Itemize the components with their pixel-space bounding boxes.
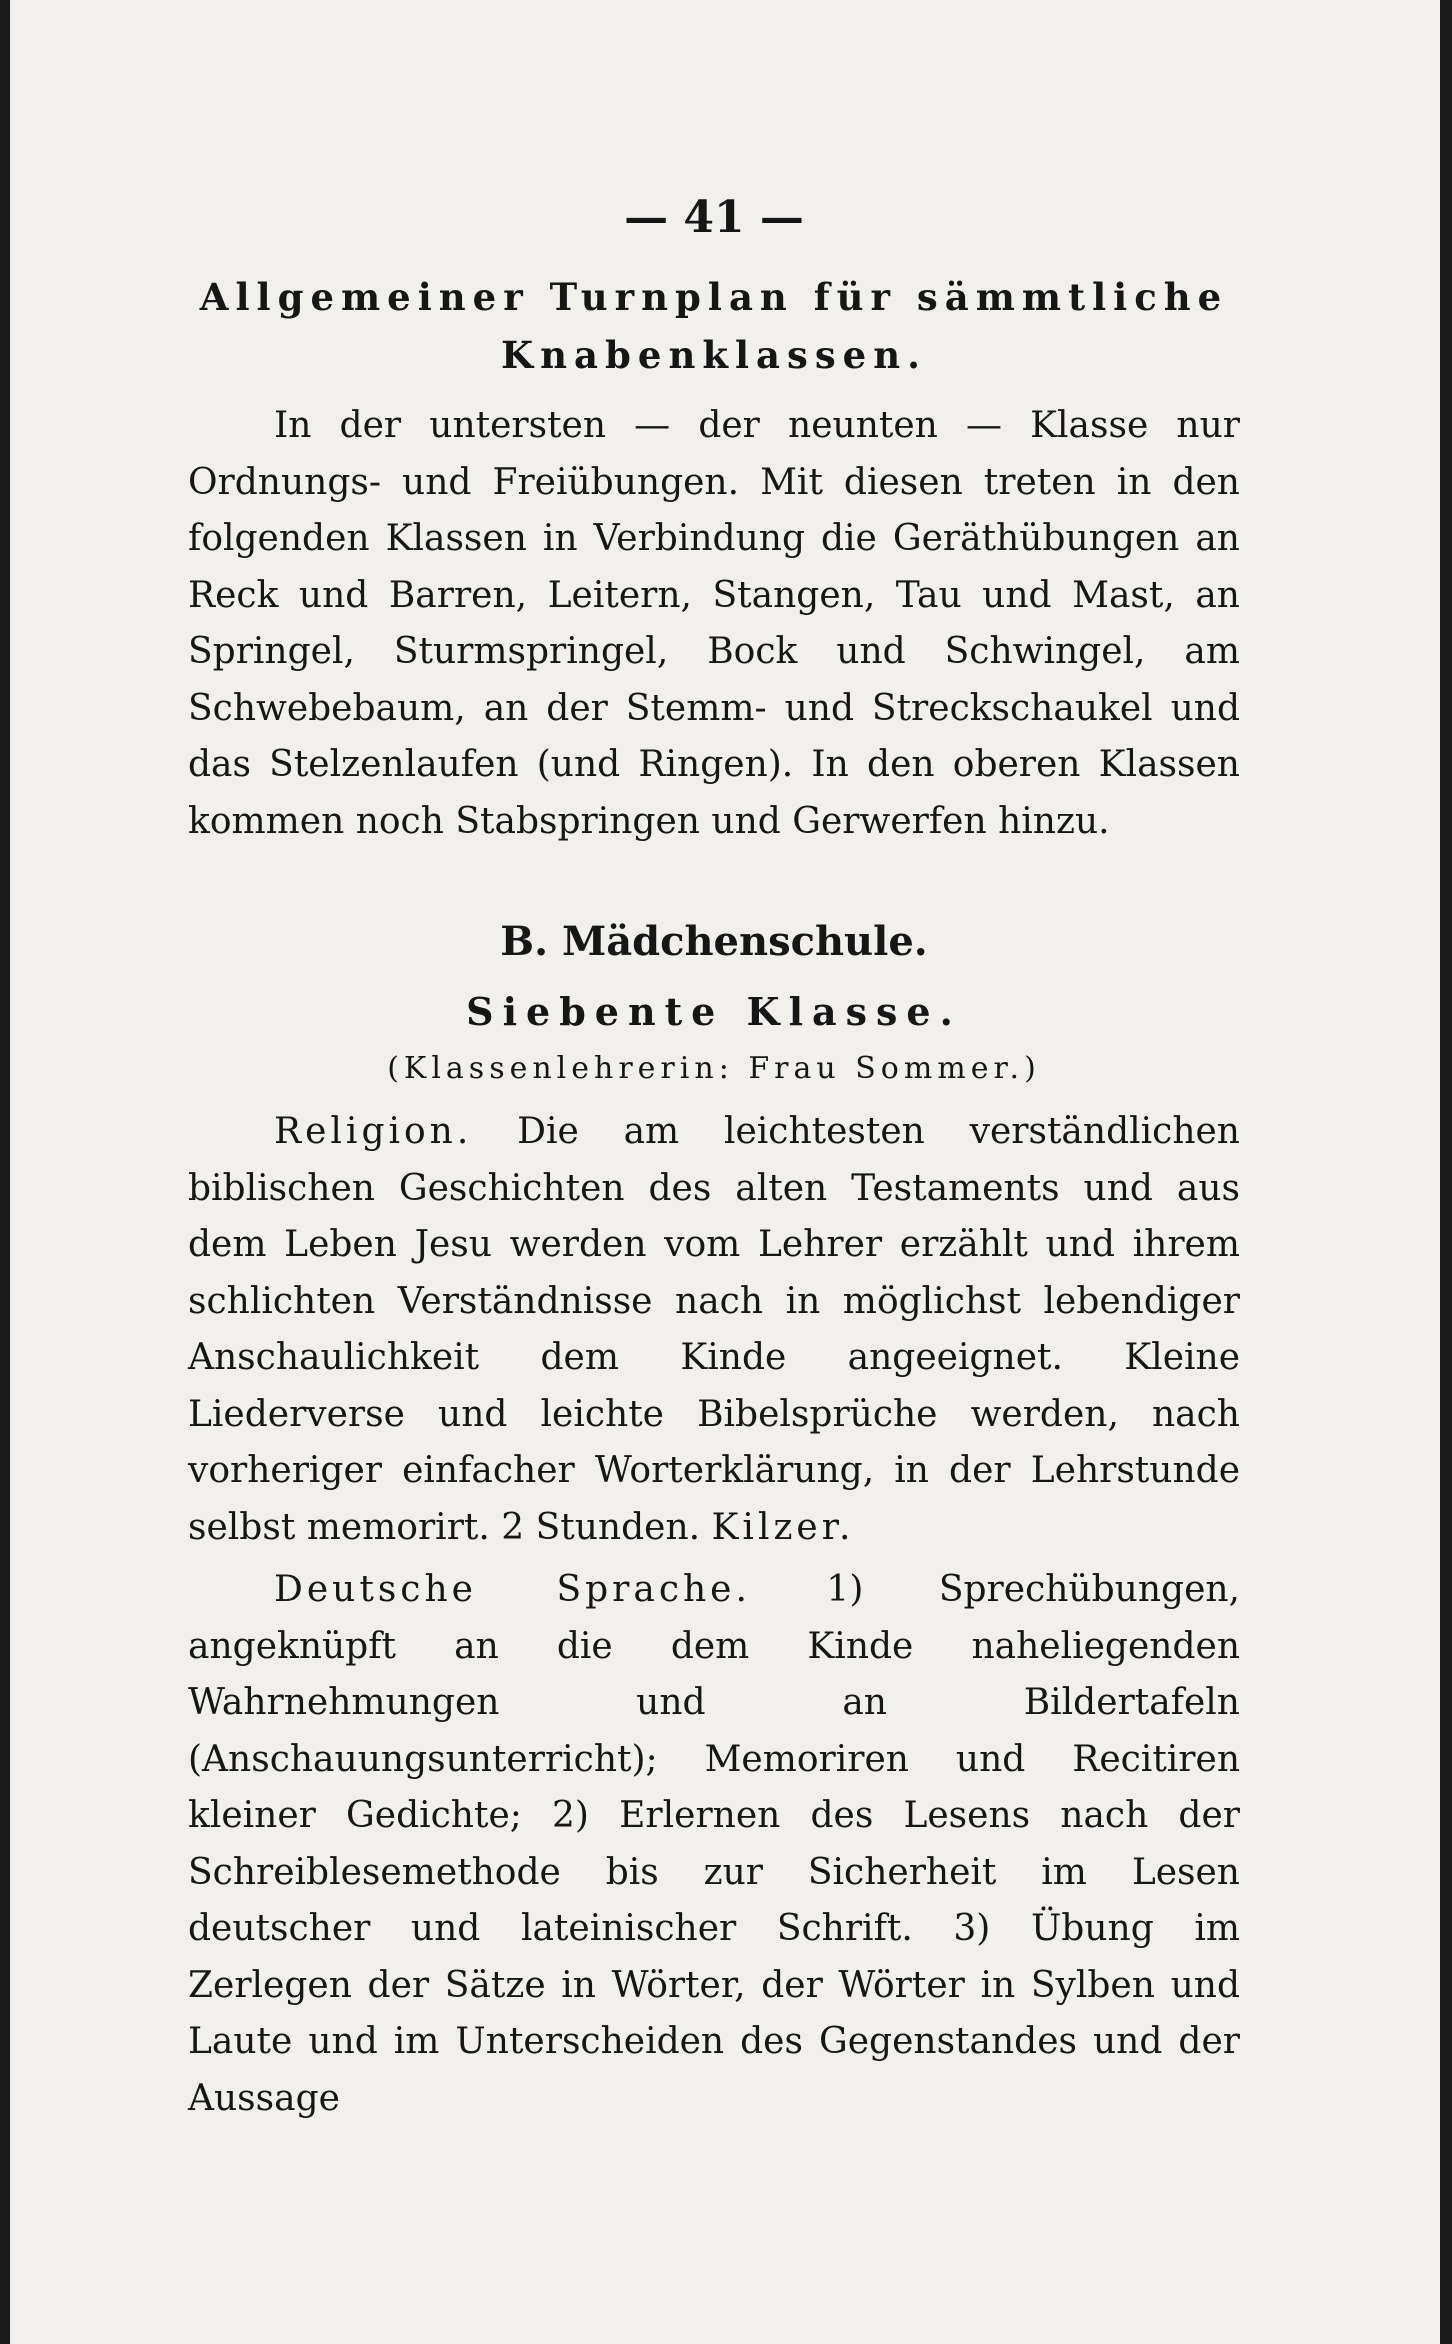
religion-paragraph <box>188 1104 1240 1556</box>
deutsch-subject: Deutsche Sprache. <box>274 1569 751 1610</box>
class-teacher: (Klassenlehrerin: Frau Sommer.) <box>387 1051 1041 1086</box>
religion-teacher: Kilzer. <box>711 1506 855 1548</box>
book-page <box>10 0 1440 2344</box>
turnplan-paragraph: In der untersten — der neunten — Klasse nur Ordnungs- und Freiübungen. Mit diesen treten in den folgenden Klassen in Verbindung die Geräthübungen an Reck und Barren, Leitern, Stangen, Tau und Mast, an Springel, Sturmspringel, Bock und Schwingel, am Schwebebaum, an der Stemm- und Streckschaukel und das Stelzenlaufen (und Ringen). In den oberen Klassen kommen noch Stabspringen und Gerwerfen hinzu. <box>188 405 1240 842</box>
deutsch-paragraph <box>188 1562 1240 2127</box>
religion-text: Die am leichtesten verständlichen biblischen Geschichten des alten Testaments und aus dem Leben Jesu werden vom Lehrer erzählt und ihrem schlichten Verständnisse nach in möglichst lebendiger Anschaulichkeit dem Kinde angeeignet. Kleine Liederverse und leichte Bibelsprüche werden, nach vorheriger einfacher Worterklärung, in der Lehrstunde selbst memorirt. 2 Stunden. <box>188 1111 1240 1548</box>
turnplan-title <box>188 268 1240 384</box>
turnplan-title-line-1: Allgemeiner Turnplan für sämmtliche <box>199 275 1229 319</box>
class-heading: Siebente Klasse. <box>466 989 962 1034</box>
deutsch-text: 1) Sprechübungen, angeknüpft an die dem Kinde naheliegenden Wahrnehmungen und an Bildertafeln (Anschauungsunterricht); Memoriren und Recitiren kleiner Gedichte; 2) Erlernen des Lesens nach der Schreiblesemethode bis zur Sicherheit im Lesen deutscher und lateinischer Schrift. 3) Übung im Zerlegen der Sätze in Wörter, der Wörter in Sylben und Laute und im Unterscheiden des Gegenstandes und der Aussage <box>188 1569 1240 2119</box>
page-number: — 41 — <box>624 192 804 243</box>
turnplan-title-line-2: Knabenklassen. <box>501 333 927 377</box>
section-heading-maedchenschule: B. Mädchenschule. <box>500 918 928 965</box>
text-block <box>188 190 1240 2127</box>
religion-subject: Religion. <box>274 1111 473 1152</box>
